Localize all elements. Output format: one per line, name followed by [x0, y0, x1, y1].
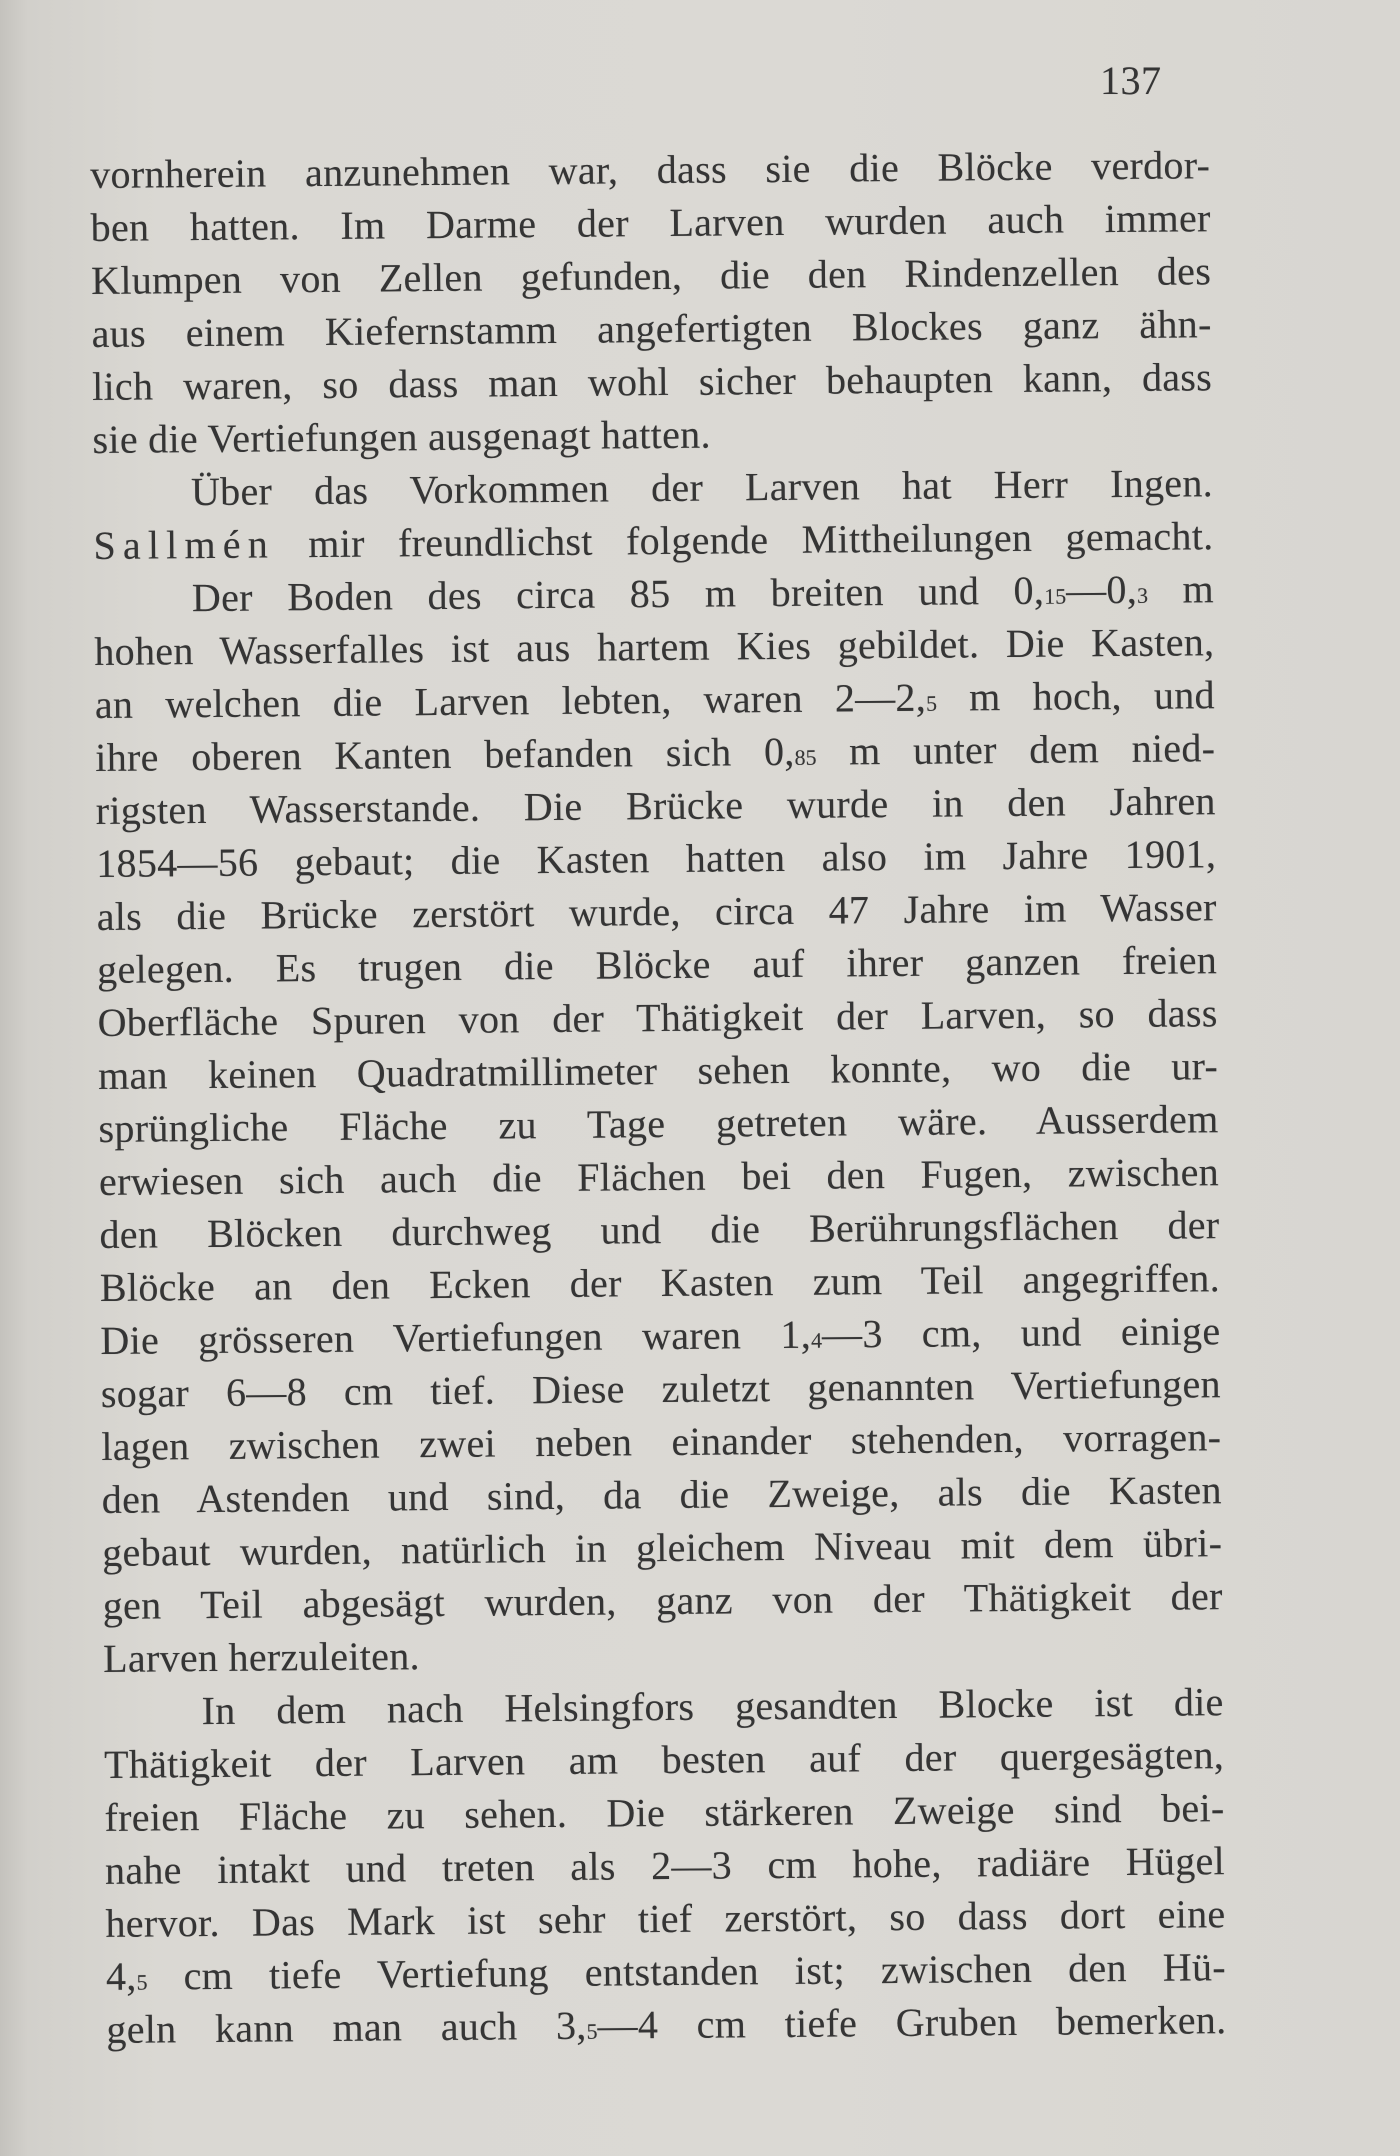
text-segment: 4, — [105, 1953, 137, 1999]
letterspaced-name: Sallmén — [93, 521, 276, 568]
text-segment: lich waren, so dass man wohl sicher behaupten kann, dass — [91, 354, 1213, 409]
text-line — [97, 986, 1217, 1049]
text-segment: rigsten Wasserstande. Die Brücke wurde in den Jahren — [95, 778, 1216, 833]
text-segment: freien Fläche zu sehen. Die stärkeren Zweige sind bei- — [104, 1785, 1225, 1840]
text-line — [91, 297, 1211, 360]
text-segment: ihre oberen Kanten befanden sich 0, — [95, 728, 795, 780]
text-segment: gen Teil abgesägt wurden, ganz von der Thätigkeit der — [102, 1573, 1223, 1628]
text-segment: lagen zwischen zwei neben einander stehenden, vorragen- — [101, 1414, 1222, 1469]
paragraph — [103, 1675, 1226, 2056]
text-segment: 1854—56 gebaut; die Kasten hatten also im Jahre 1901, — [96, 831, 1217, 886]
text-line — [91, 244, 1211, 307]
paragraph — [93, 456, 1214, 572]
text-line — [100, 1304, 1220, 1367]
text-segment: —4 cm tiefe Gruben bemerken. — [597, 1997, 1227, 2048]
text-line — [90, 138, 1210, 201]
text-segment: Thätigkeit der Larven am besten auf der quergesägten, — [103, 1732, 1225, 1787]
text-line — [100, 1251, 1220, 1314]
small-decimal-digits: 5 — [925, 690, 938, 716]
text-segment: cm tiefe Vertiefung entstanden ist; zwischen den Hü- — [147, 1944, 1227, 1999]
text-segment: —0, — [1065, 566, 1138, 613]
text-line — [103, 1675, 1223, 1738]
text-segment: ben hatten. Im Darme der Larven wurden auch immer — [90, 195, 1211, 250]
text-segment: vornherein anzunehmen war, dass sie die Blöcke verdor- — [90, 142, 1211, 197]
text-segment: man keinen Quadratmillimeter sehen konnte, wo die ur- — [97, 1043, 1219, 1098]
text-line — [103, 1622, 1223, 1685]
text-line — [104, 1728, 1224, 1791]
text-line — [102, 1569, 1222, 1632]
small-decimal-digits: 4 — [810, 1327, 823, 1353]
text-segment: sogar 6—8 cm tief. Diese zuletzt genannten Vertiefungen — [100, 1361, 1222, 1416]
text-segment: den Blöcken durchweg und die Berührungsflächen der — [99, 1202, 1220, 1257]
text-line — [106, 1993, 1226, 2056]
text-line — [96, 774, 1216, 837]
text-line — [98, 1039, 1218, 1102]
text-line — [102, 1516, 1222, 1579]
text-line — [95, 721, 1215, 784]
text-line — [94, 562, 1214, 625]
text-segment: Oberfläche Spuren von der Thätigkeit der Larven, so dass — [97, 990, 1218, 1045]
text-segment: an welchen die Larven lebten, waren 2—2, — [94, 674, 927, 727]
text-line — [92, 350, 1212, 413]
text-segment: m — [1147, 566, 1215, 612]
text-segment: erwiesen sich auch die Flächen bei den Fugen, zwischen — [98, 1149, 1220, 1204]
text-segment: —3 cm, und einige — [821, 1308, 1221, 1357]
text-segment: als die Brücke zerstört wurde, circa 47 Jahre im Wasser — [96, 884, 1217, 939]
paragraph — [94, 562, 1224, 1685]
text-segment: nahe intakt und treten als 2—3 cm hohe, radiäre Hügel — [104, 1838, 1226, 1893]
text-segment: Blöcke an den Ecken der Kasten zum Teil angegriffen. — [99, 1255, 1221, 1310]
text-line — [99, 1198, 1219, 1261]
text-line — [101, 1357, 1221, 1420]
text-segment: m hoch, und — [936, 672, 1216, 720]
text-segment: In dem nach Helsingfors gesandten Blocke ist die — [201, 1679, 1224, 1734]
text-line — [92, 403, 1212, 466]
small-decimal-digits: 5 — [136, 1969, 148, 1995]
text-line — [94, 615, 1214, 678]
text-segment: gelegen. Es trugen die Blöcke auf ihrer ganzen freien — [96, 937, 1218, 992]
body-text — [90, 138, 1227, 2056]
small-decimal-digits: 15 — [1044, 583, 1067, 609]
paragraph — [90, 138, 1213, 466]
text-segment: Die grösseren Vertiefungen waren 1, — [100, 1311, 812, 1363]
small-decimal-digits: 5 — [586, 2018, 598, 2044]
text-line — [101, 1410, 1221, 1473]
text-line — [105, 1887, 1225, 1950]
text-segment: hohen Wasserfalles ist aus hartem Kies gebildet. Die Kasten, — [94, 619, 1215, 674]
text-segment: sie die Vertiefungen ausgenagt hatten. — [92, 411, 711, 462]
text-segment: Klumpen von Zellen gefunden, die den Rindenzellen des — [90, 248, 1212, 303]
text-segment: Der Boden des circa 85 m breiten und 0, — [191, 567, 1045, 621]
text-segment: sprüngliche Fläche zu Tage getreten wäre. Ausserdem — [98, 1096, 1219, 1151]
page-number: 137 — [1100, 58, 1162, 103]
text-line — [93, 456, 1213, 519]
text-line — [95, 668, 1215, 731]
text-line — [93, 509, 1213, 572]
text-line — [97, 933, 1217, 996]
text-segment: Über das Vorkommen der Larven hat Herr Ingen. — [190, 460, 1214, 515]
text-segment: hervor. Das Mark ist sehr tief zerstört, so dass dort eine — [105, 1891, 1226, 1946]
text-segment: Larven herzuleiten. — [102, 1633, 421, 1681]
text-line — [106, 1940, 1226, 2003]
text-segment: m unter dem nied- — [816, 725, 1216, 774]
text-segment: gebaut wurden, natürlich in gleichem Niveau mit dem übri- — [102, 1520, 1223, 1575]
text-line — [102, 1463, 1222, 1526]
text-segment: den Astenden und sind, da die Zweige, als die Kasten — [101, 1467, 1222, 1522]
small-decimal-digits: 3 — [1136, 582, 1149, 608]
text-line — [99, 1145, 1219, 1208]
text-segment: aus einem Kiefernstamm angefertigten Blockes ganz ähn- — [91, 301, 1212, 356]
text-line — [90, 191, 1210, 254]
text-segment: geln kann man auch 3, — [106, 2002, 587, 2052]
text-line — [105, 1834, 1225, 1897]
text-line — [96, 827, 1216, 890]
text-line — [96, 880, 1216, 943]
small-decimal-digits: 85 — [794, 744, 817, 770]
text-line — [104, 1781, 1224, 1844]
text-segment: mir freundlichst folgende Mittheilungen gemacht. — [274, 513, 1214, 567]
text-line — [98, 1092, 1218, 1155]
